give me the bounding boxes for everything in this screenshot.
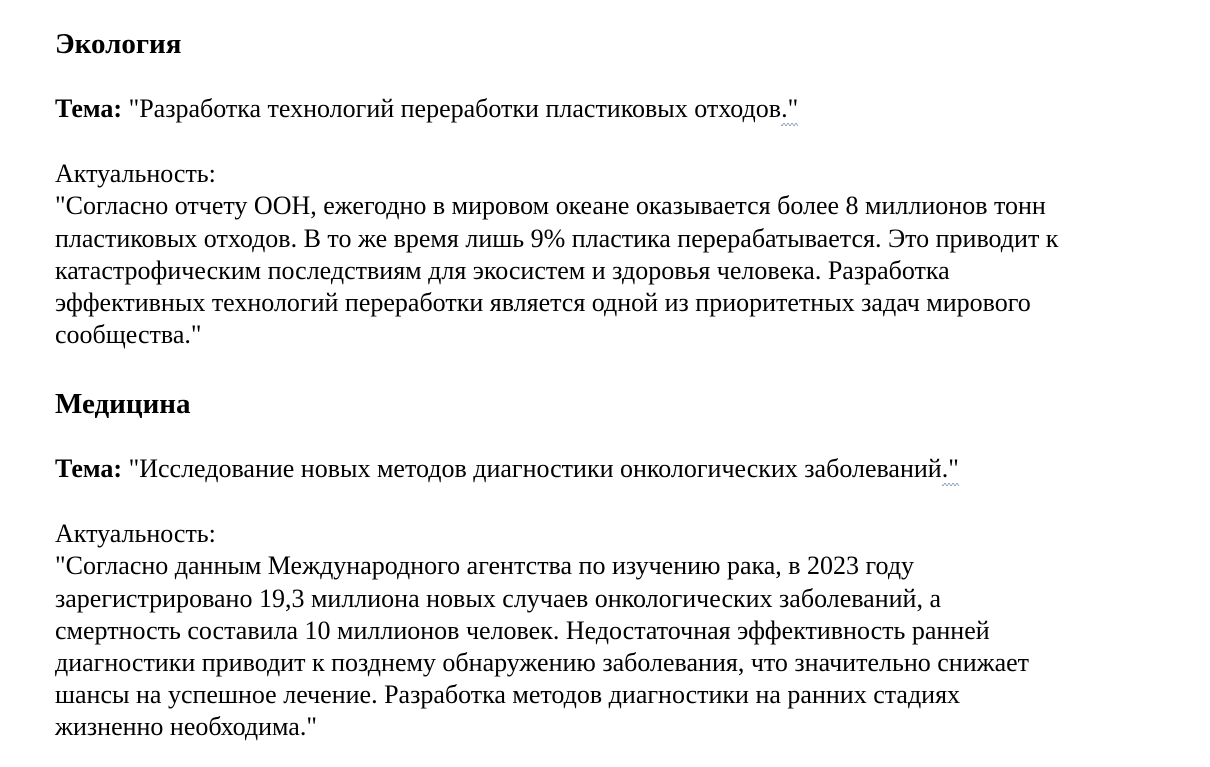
relevance-line: шансы на успешное лечение. Разработка методов диагностики на ранних стадиях: [55, 680, 961, 709]
relevance-line: "Согласно данным Международного агентства по изучению рака, в 2023 году: [55, 551, 915, 580]
relevance-line: сообщества.": [55, 320, 202, 349]
topic-label: Тема:: [55, 94, 123, 123]
relevance-line: катастрофическим последствиям для экосистем и здоровья человека. Разработка: [55, 256, 950, 285]
relevance-line: смертность составила 10 миллионов человек. Недостаточная эффективность ранней: [55, 616, 990, 645]
spelling-squiggle: .": [941, 454, 959, 483]
topic-line-medicine: [55, 454, 959, 484]
section-heading-medicine: Медицина: [55, 388, 191, 420]
relevance-line: зарегистрировано 19,3 миллиона новых случаев онкологических заболеваний, а: [55, 584, 941, 613]
relevance-line: жизненно необходима.": [55, 712, 317, 741]
topic-label: Тема:: [55, 454, 123, 483]
relevance-line: "Согласно отчету ООН, ежегодно в мировом океане оказывается более 8 миллионов тонн: [55, 191, 1046, 220]
relevance-label: Актуальность:: [55, 159, 216, 188]
topic-line-ecology: [55, 94, 798, 124]
topic-text: "Разработка технологий переработки пластиковых отходов: [122, 94, 782, 123]
topic-text: "Исследование новых методов диагностики онкологических заболеваний: [122, 454, 942, 483]
section-heading-ecology: Экология: [55, 28, 182, 60]
relevance-line: эффективных технологий переработки является одной из приоритетных задач мирового: [55, 288, 1031, 317]
relevance-line: диагностики приводит к позднему обнаружению заболевания, что значительно снижает: [55, 648, 1030, 677]
relevance-label: Актуальность:: [55, 519, 216, 548]
spelling-squiggle: .": [781, 94, 799, 123]
relevance-line: пластиковых отходов. В то же время лишь 9% пластика перерабатывается. Это приводит к: [55, 224, 1059, 253]
